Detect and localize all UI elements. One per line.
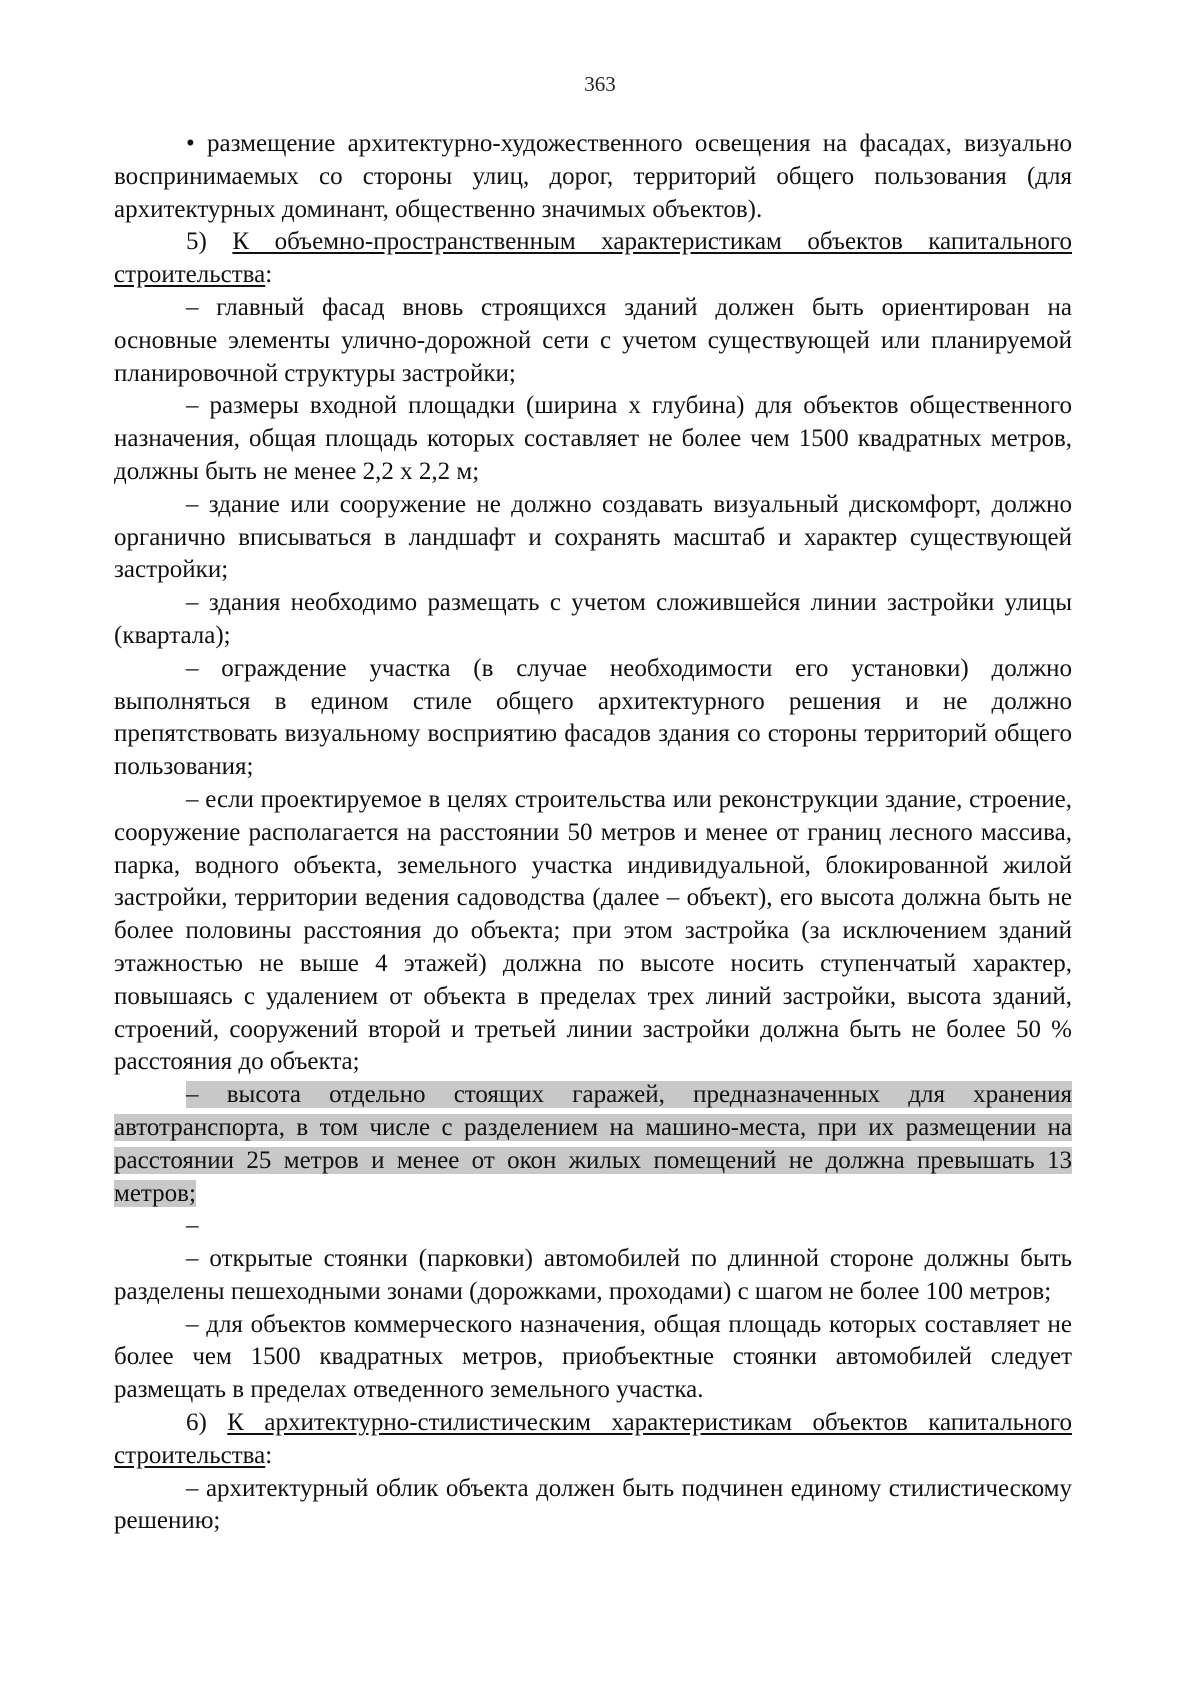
paragraph-entrance-area: – размеры входной площадки (ширина х глубина) для объектов общественного назначения, общая площадь которых составляет не более чем 1500 квадратных метров, должны быть не менее 2,2 х 2,2 м; — [114, 392, 1072, 485]
paragraph-empty-dash: – — [186, 1212, 199, 1240]
section-6-title: К архитектурно-стилистическим характеристикам объектов капитального строительства — [114, 1409, 1072, 1469]
paragraph-lighting: • размещение архитектурно-художественного освещения на фасадах, визуально воспринимаемых со стороны улиц, дорог, территорий общего пользования (для архитектурных доминант, общественно значимых объектов). — [114, 130, 1072, 223]
paragraph-main-facade: – главный фасад вновь строящихся зданий должен быть ориентирован на основные элементы улично-дорожной сети с учетом существующей или планируемой планировочной структуры застройки; — [114, 293, 1072, 387]
section-6-heading — [114, 1407, 1072, 1473]
document-body — [114, 128, 1072, 1538]
paragraph-height-limits: – если проектируемое в целях строительства или реконструкции здание, строение, сооружение располагается на расстоянии 50 метров и менее от границ лесного массива, парка, водного объекта, земельного участка индивидуальной, блокированной жилой застройки, территории ведения садоводства (далее – объект), его высота должна быть не более половины расстояния до объекта; при этом застройка (за исключением зданий этажностью не выше 4 этажей) должна по высоте носить ступенчатый характер, повышаясь с удалением от объекта в пределах трех линий застройки, высота зданий, строений, сооружений второй и третьей линии застройки должна быть не более 50 % расстояния до объекта; — [114, 785, 1072, 1076]
paragraph-parking-zones: – открытые стоянки (парковки) автомобилей по длинной стороне должны быть разделены пешеходными зонами (дорожками, проходами) с шагом не более 100 метров; — [114, 1245, 1072, 1305]
section-5-heading — [114, 226, 1072, 292]
paragraph-commercial-parking: – для объектов коммерческого назначения, общая площадь которых составляет не более чем 1500 квадратных метров, приобъектные стоянки автомобилей следует размещать в пределах отведенного земельного участка. — [114, 1310, 1072, 1404]
section-5-colon: : — [265, 261, 273, 289]
section-5-title: К объемно-пространственным характеристикам объектов капитального строительства — [114, 228, 1073, 289]
section-6-number: 6) — [186, 1409, 228, 1437]
section-6-colon: : — [265, 1441, 273, 1469]
highlighted-text: – высота отдельно стоящих гаражей, предназначенных для хранения автотранспорта, в том числе с разделением на машино-места, при их размещении на расстоянии 25 метров и менее от окон жилых помещений не должна превышать 13 метров; — [114, 1081, 1072, 1207]
paragraph-visual-comfort: – здание или сооружение не должно создавать визуальный дискомфорт, должно органично вписываться в ландшафт и сохранять масштаб и характер существующей застройки; — [114, 490, 1072, 584]
paragraph-fencing: – ограждение участка (в случае необходимости его установки) должно выполняться в едином стиле общего архитектурного решения и не должно препятствовать визуальному восприятию фасадов здания со стороны территорий общего пользования; — [114, 654, 1072, 781]
paragraph-architectural-style: – архитектурный облик объекта должен быть подчинен единому стилистическому решению; — [114, 1474, 1072, 1535]
paragraph-garages-highlighted — [114, 1079, 1072, 1210]
page-number: 363 — [584, 72, 616, 96]
section-5-number: 5) — [186, 228, 233, 256]
paragraph-building-line: – здания необходимо размещать с учетом сложившейся линии застройки улицы (квартала); — [114, 589, 1072, 649]
